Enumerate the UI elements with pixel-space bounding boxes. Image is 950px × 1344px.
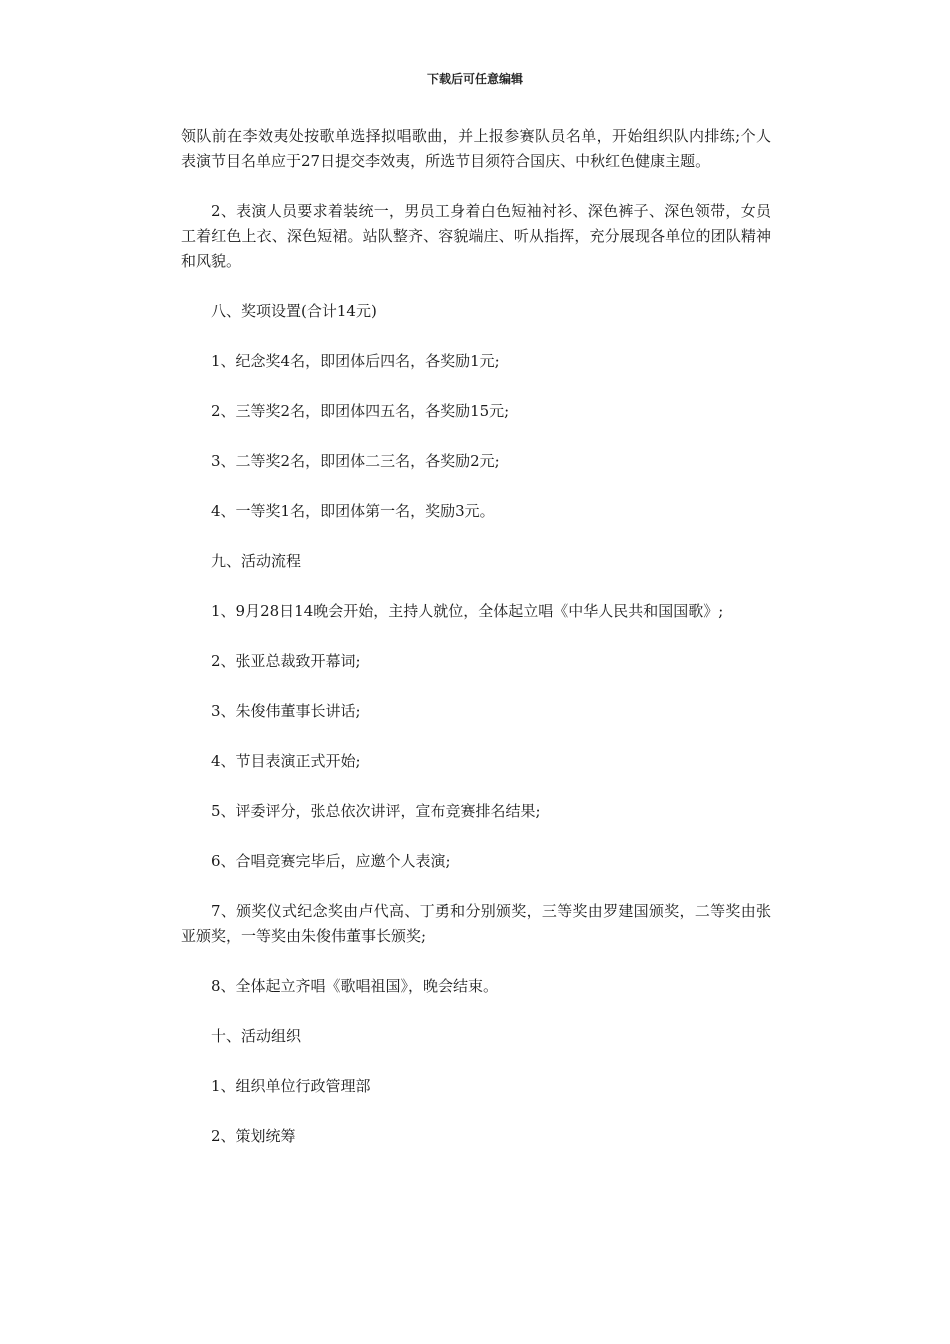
process-item: 4、节目表演正式开始;	[211, 752, 361, 770]
paragraph-continuation: 领队前在李效夷处按歌单选择拟唱歌曲，并上报参赛队员名单，开始组织队内排练;个人表演节目名单应于27日提交李效夷，所选节目须符合国庆、中秋红色健康主题。	[181, 127, 771, 170]
process-item: 7、颁奖仪式纪念奖由卢代高、丁勇和分别颁奖，三等奖由罗建国颁奖，二等奖由张亚颁奖，一等奖由朱俊伟董事长颁奖;	[181, 902, 771, 945]
organization-item: 2、策划统筹	[211, 1127, 296, 1145]
organization-item: 1、组织单位行政管理部	[211, 1077, 371, 1095]
award-item: 2、三等奖2名，即团体四五名，各奖励15元;	[211, 402, 510, 420]
page-header: 下载后可任意编辑	[426, 72, 523, 86]
section-heading-process: 九、活动流程	[211, 552, 302, 570]
process-item: 5、评委评分，张总依次讲评，宣布竞赛排名结果;	[211, 802, 541, 820]
process-item: 8、全体起立齐唱《歌唱祖国》，晚会结束。	[211, 977, 499, 995]
process-item: 6、合唱竞赛完毕后，应邀个人表演;	[211, 852, 451, 870]
award-item: 3、二等奖2名，即团体二三名，各奖励2元;	[211, 452, 500, 470]
process-item: 1、9月28日14晚会开始，主持人就位，全体起立唱《中华人民共和国国歌》;	[211, 602, 724, 620]
process-item: 2、张亚总裁致开幕词;	[211, 652, 361, 670]
award-item: 4、一等奖1名，即团体第一名，奖励3元。	[211, 502, 495, 520]
document-body	[181, 124, 771, 1174]
section-heading-awards: 八、奖项设置(合计14元)	[211, 302, 377, 320]
section-heading-organization: 十、活动组织	[211, 1027, 302, 1045]
paragraph-dress-code: 2、表演人员要求着装统一，男员工身着白色短袖衬衫、深色裤子、深色领带，女员工着红色上衣、深色短裙。站队整齐、容貌端庄、听从指挥，充分展现各单位的团队精神和风貌。	[181, 202, 771, 270]
award-item: 1、纪念奖4名，即团体后四名，各奖励1元;	[211, 352, 500, 370]
process-item: 3、朱俊伟董事长讲话;	[211, 702, 361, 720]
